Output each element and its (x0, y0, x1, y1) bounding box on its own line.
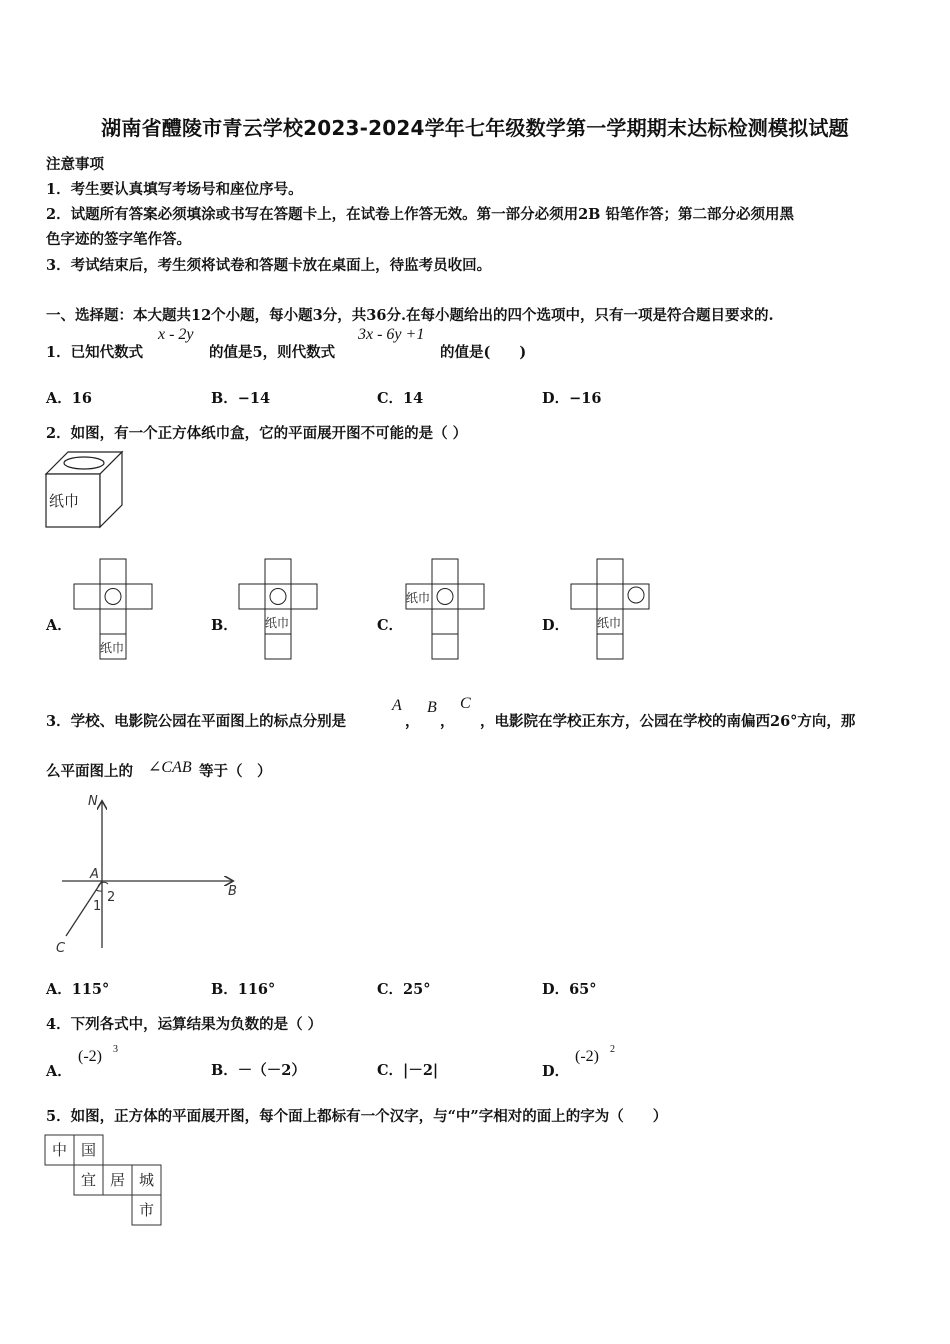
q1-option-b: B．−14 (211, 390, 271, 407)
q3-point-a: A (392, 697, 402, 714)
q3-text-4: 等于（ ） (199, 763, 272, 780)
notice-heading: 注意事项 (46, 156, 104, 173)
q3-option-d: D．65° (542, 981, 597, 998)
label-c: C (56, 941, 66, 956)
q5-cube-net (44, 1134, 162, 1228)
q2-text: 2．如图，有一个正方体纸巾盒，它的平面展开图不可能的是（ ） (46, 425, 468, 442)
q4-text: 4．下列各式中，运算结果为负数的是（ ） (46, 1016, 323, 1033)
label-a: A (90, 867, 99, 882)
notice-item-2: 2．试题所有答案必须填涂或书写在答题卡上，在试卷上作答无效。第一部分必须用2B 铅笔作答；第二部分必须用黑 (46, 206, 794, 223)
q3-comma-1: ， (405, 713, 420, 730)
q4-option-a-exponent: 3 (113, 1044, 118, 1055)
label-n: N (88, 794, 98, 809)
q4-option-c: C．|－2| (377, 1062, 439, 1079)
q2-option-b: B． (211, 617, 238, 634)
net-cell-cheng: 城 (139, 1171, 155, 1189)
q1-option-a: A．16 (46, 390, 92, 407)
net-d-label: 纸巾 (597, 616, 622, 630)
q3-point-c: C (460, 695, 471, 712)
q1-text-1: 1．已知代数式 (46, 344, 144, 361)
q3-point-b: B (427, 699, 437, 716)
q3-text-3: 么平面图上的 (46, 763, 133, 780)
q4-option-d-exponent: 2 (610, 1044, 615, 1055)
section-heading: 一、选择题：本大题共12个小题，每小题3分，共36分.在每小题给出的四个选项中，只有一项是符合题目要求的. (46, 307, 774, 324)
notice-item-3: 3．考试结束后，考生须将试卷和答题卡放在桌面上，待监考员收回。 (46, 257, 492, 274)
net-cell-shi: 市 (139, 1201, 155, 1219)
q1-expr-1: x - 2y (158, 326, 194, 343)
q2-option-a: A． (46, 617, 72, 634)
q5-text: 5．如图，正方体的平面展开图，每个面上都标有一个汉字，与“中”字相对的面上的字为（ ） (46, 1108, 668, 1125)
q1-text-3: 的值是( ) (440, 344, 527, 361)
net-cell-zhong: 中 (52, 1141, 68, 1159)
net-b (238, 558, 318, 660)
tissue-box-label: 纸巾 (49, 492, 80, 510)
q2-option-d: D． (542, 617, 570, 634)
label-b: B (228, 884, 237, 899)
net-d (570, 558, 650, 660)
net-cell-ju: 居 (110, 1171, 126, 1189)
q3-text-2: ，电影院在学校正东方，公园在学校的南偏西26°方向，那 (480, 713, 856, 730)
q3-text-1: 3．学校、电影院公园在平面图上的标点分别是 (46, 713, 347, 730)
label-1: 1 (93, 899, 102, 914)
q3-option-c: C．25° (377, 981, 431, 998)
notice-item-2-cont: 色字迹的签字笔作答。 (46, 231, 191, 248)
net-c (404, 558, 486, 660)
q3-option-a: A．115° (46, 981, 110, 998)
q4-option-d-expr: (-2) (575, 1048, 599, 1065)
q1-option-d: D．−16 (542, 390, 602, 407)
q3-direction-diagram (50, 788, 250, 958)
net-c-label: 纸巾 (406, 591, 431, 605)
q3-option-b: B．116° (211, 981, 276, 998)
q1-option-c: C．14 (377, 390, 424, 407)
q1-text-2: 的值是5，则代数式 (209, 344, 336, 361)
net-a-label: 纸巾 (100, 641, 125, 655)
net-a (73, 558, 153, 660)
q4-option-b: B．－（－2） (211, 1062, 306, 1079)
q1-expr-2: 3x - 6y +1 (358, 326, 425, 343)
net-cell-yi: 宜 (81, 1171, 97, 1189)
q4-option-d-label: D． (542, 1063, 570, 1080)
q3-comma-2: ， (440, 713, 455, 730)
q4-option-a-expr: (-2) (78, 1048, 102, 1065)
q3-angle: ∠CAB (148, 759, 192, 776)
net-b-label: 纸巾 (265, 616, 290, 630)
label-2: 2 (107, 890, 116, 905)
q2-option-c: C． (377, 617, 404, 634)
notice-item-1: 1．考生要认真填写考场号和座位序号。 (46, 181, 303, 198)
q4-option-a-label: A． (46, 1063, 72, 1080)
tissue-box-figure (44, 450, 126, 530)
net-cell-guo: 国 (81, 1141, 97, 1159)
page-title: 湖南省醴陵市青云学校2023-2024学年七年级数学第一学期期末达标检测模拟试题 (101, 116, 849, 140)
